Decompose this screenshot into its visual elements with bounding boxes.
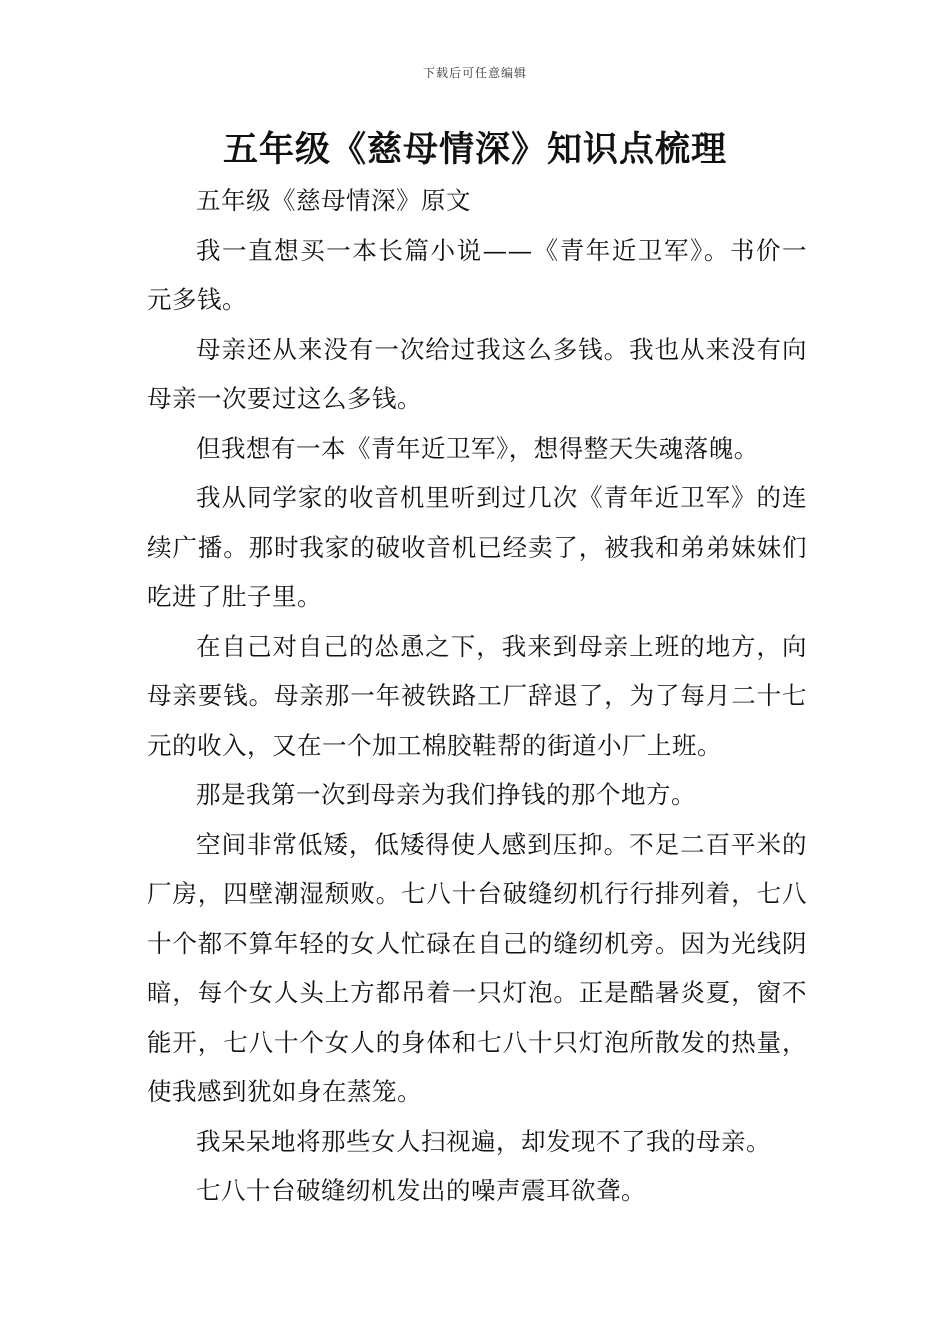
document-body: [147, 176, 807, 1216]
paragraph: 但我想有一本《青年近卫军》，想得整天失魂落魄。: [196, 433, 759, 463]
paragraph: 我呆呆地将那些女人扫视遍，却发现不了我的母亲。: [196, 1126, 771, 1156]
paragraph: 我一直想买一本长篇小说——《青年近卫军》。书价一元多钱。: [147, 235, 807, 314]
paragraph-subtitle: 五年级《慈母情深》原文: [196, 186, 471, 215]
header-note: 下载后可任意编辑: [422, 66, 527, 80]
paragraph: 母亲还从来没有一次给过我这么多钱。我也从来没有向母亲一次要过这么多钱。: [147, 334, 807, 413]
paragraph: 七八十台破缝纫机发出的噪声震耳欲聋。: [196, 1176, 646, 1205]
paragraph: 空间非常低矮，低矮得使人感到压抑。不足二百平米的厂房，四壁潮湿颓败。七八十台破缝纫机行行排列着，七八十个都不算年轻的女人忙碌在自己的缝纫机旁。因为光线阴暗，每个女人头上方都吊着一只灯泡。正是酷暑炎夏，窗不能开，七八十个女人的身体和七八十只灯泡所散发的热量，使我感到犹如身在蒸笼。: [147, 829, 807, 1106]
paragraph: 在自己对自己的怂恿之下，我来到母亲上班的地方，向母亲要钱。母亲那一年被铁路工厂辞退了，为了每月二十七元的收入，又在一个加工棉胶鞋帮的街道小厂上班。: [147, 631, 807, 760]
paragraph: 那是我第一次到母亲为我们挣钱的那个地方。: [196, 780, 696, 809]
document-title: 五年级《慈母情深》知识点梳理: [222, 130, 727, 170]
paragraph: 我从同学家的收音机里听到过几次《青年近卫军》的连续广播。那时我家的破收音机已经卖了，被我和弟弟妹妹们吃进了肚子里。: [147, 483, 807, 611]
